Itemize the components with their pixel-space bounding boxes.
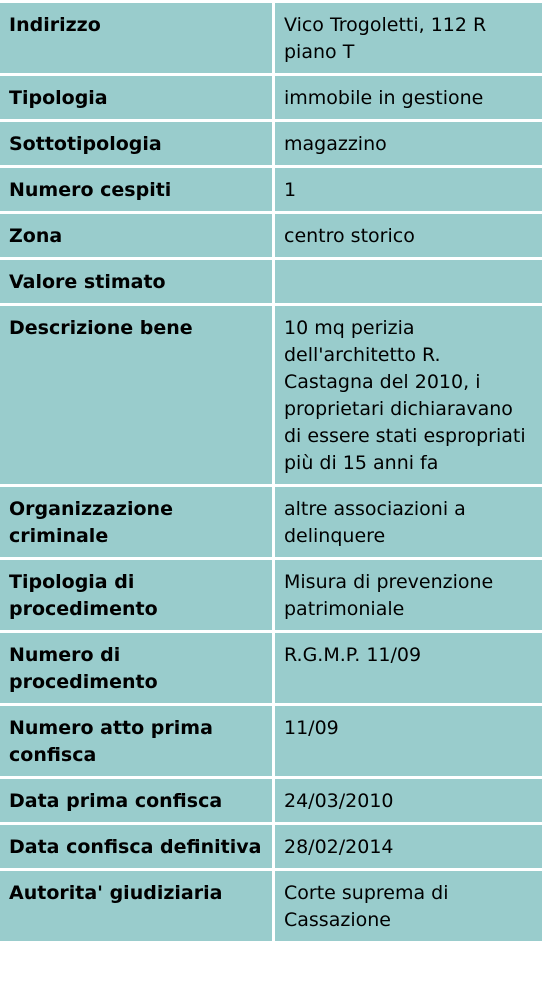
row-value: 1: [275, 168, 542, 211]
table-row-numero-procedimento: [0, 633, 542, 703]
row-value: 28/02/2014: [275, 825, 542, 868]
row-label: Numero di procedimento: [0, 633, 272, 703]
table-row-tipologia-procedimento: [0, 560, 542, 630]
row-label: Zona: [0, 214, 272, 257]
row-label: Descrizione bene: [0, 306, 272, 484]
row-label: Numero atto prima confisca: [0, 706, 272, 776]
table-row-indirizzo: [0, 3, 542, 73]
row-label: Tipologia di procedimento: [0, 560, 272, 630]
row-label: Organizzazione criminale: [0, 487, 272, 557]
row-value: 10 mq perizia dell'architetto R. Castagna del 2010, i proprietari dichiaravano di essere stati espropriati più di 15 anni fa: [275, 306, 542, 484]
table-row-numero-atto-prima-confisca: [0, 706, 542, 776]
row-label: Valore stimato: [0, 260, 272, 303]
row-label: Data prima confisca: [0, 779, 272, 822]
table-row-tipologia: [0, 76, 542, 119]
table-row-descrizione-bene: [0, 306, 542, 484]
row-value: 11/09: [275, 706, 542, 776]
table-row-zona: [0, 214, 542, 257]
table-row-numero-cespiti: [0, 168, 542, 211]
row-value: [275, 260, 542, 303]
row-value: R.G.M.P. 11/09: [275, 633, 542, 703]
row-value: centro storico: [275, 214, 542, 257]
table-row-autorita-giudiziaria: [0, 871, 542, 941]
row-label: Numero cespiti: [0, 168, 272, 211]
table-row-sottotipologia: [0, 122, 542, 165]
row-label: Sottotipologia: [0, 122, 272, 165]
table-row-organizzazione-criminale: [0, 487, 542, 557]
row-value: Misura di prevenzione patrimoniale: [275, 560, 542, 630]
table-row-data-prima-confisca: [0, 779, 542, 822]
row-label: Tipologia: [0, 76, 272, 119]
row-value: Vico Trogoletti, 112 R piano T: [275, 3, 542, 73]
row-value: altre associazioni a delinquere: [275, 487, 542, 557]
row-label: Data confisca definitiva: [0, 825, 272, 868]
row-value: Corte suprema di Cassazione: [275, 871, 542, 941]
row-label: Indirizzo: [0, 3, 272, 73]
row-value: 24/03/2010: [275, 779, 542, 822]
table-row-data-confisca-definitiva: [0, 825, 542, 868]
row-value: magazzino: [275, 122, 542, 165]
table-row-valore-stimato: [0, 260, 542, 303]
row-label: Autorita' giudiziaria: [0, 871, 272, 941]
row-value: immobile in gestione: [275, 76, 542, 119]
